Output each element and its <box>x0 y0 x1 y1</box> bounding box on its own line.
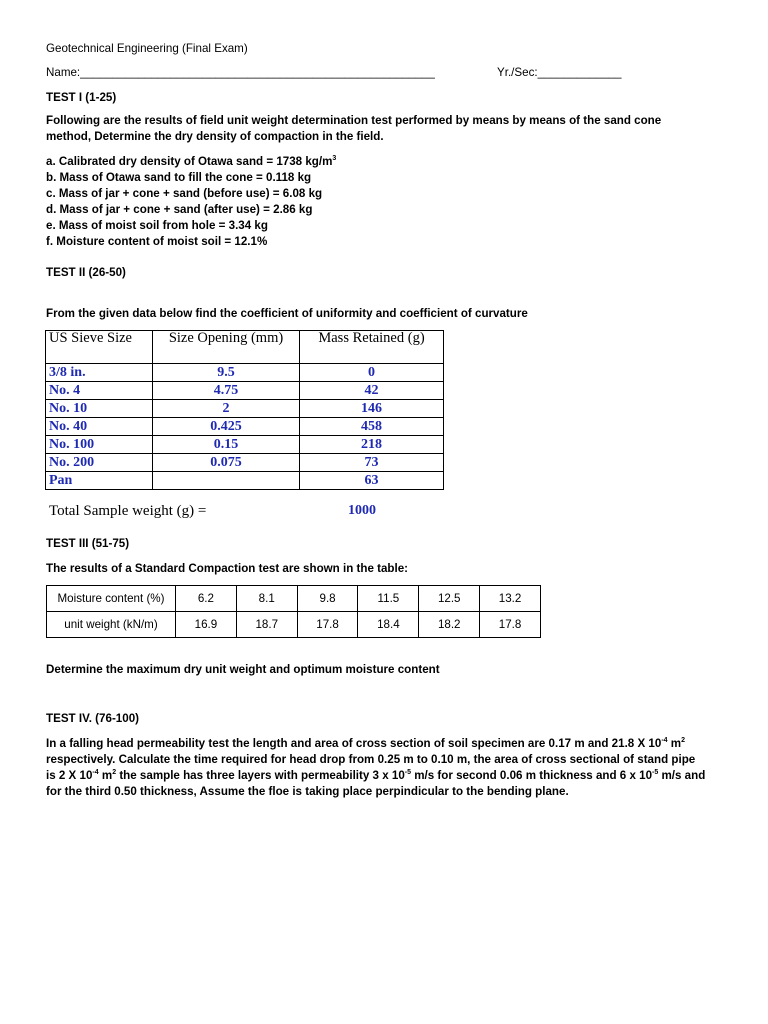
unit-weight-cell: 16.9 <box>176 612 237 638</box>
mass-cell: 0 <box>300 364 444 382</box>
sieve-cell: No. 40 <box>46 418 153 436</box>
mass-cell: 73 <box>300 454 444 472</box>
opening-cell <box>153 472 300 490</box>
compaction-table <box>46 585 541 638</box>
mass-cell: 458 <box>300 418 444 436</box>
sieve-cell: No. 100 <box>46 436 153 454</box>
mass-cell: 63 <box>300 472 444 490</box>
sieve-cell: No. 200 <box>46 454 153 472</box>
test4-heading: TEST IV. (76-100) <box>46 712 140 725</box>
test1-intro-line1: Following are the results of field unit weight determination test performed by means by means of the sand cone <box>46 114 662 127</box>
moisture-cell: 6.2 <box>176 586 237 612</box>
moisture-cell: 11.5 <box>358 586 419 612</box>
opening-cell: 0.425 <box>153 418 300 436</box>
mass-cell: 42 <box>300 382 444 400</box>
opening-cell: 2 <box>153 400 300 418</box>
table-row <box>47 586 541 612</box>
test4-line3: is 2 X $10^{-4}$ $m^2$ the sample has three layers with permeability 3 x $10^{-5}$ m/s for second 0.06 m thickness and 6 x $10^{-5}$ m/s and <box>46 769 706 782</box>
unit-weight-cell: 18.2 <box>419 612 480 638</box>
table-row <box>46 436 444 454</box>
opening-cell: 0.15 <box>153 436 300 454</box>
test3-intro: The results of a Standard Compaction test are shown in the table: <box>46 562 409 575</box>
table-row <box>46 400 444 418</box>
sieve-cell: No. 10 <box>46 400 153 418</box>
moisture-cell: 9.8 <box>297 586 358 612</box>
mass-cell: 218 <box>300 436 444 454</box>
test1-intro-line2: method, Determine the dry density of compaction in the field. <box>46 130 384 143</box>
unit-weight-cell: 18.4 <box>358 612 419 638</box>
mass-col-header: Mass Retained (g) <box>300 331 444 364</box>
yr-sec-field: Yr./Sec:_____________ <box>497 66 622 79</box>
unit-weight-cell: 18.7 <box>236 612 297 638</box>
moisture-row-label: Moisture content (%) <box>47 586 176 612</box>
table-row <box>46 364 444 382</box>
opening-cell: 4.75 <box>153 382 300 400</box>
sieve-table <box>45 330 444 490</box>
mass-cell: 146 <box>300 400 444 418</box>
table-row <box>46 382 444 400</box>
unit-weight-cell: 17.8 <box>480 612 541 638</box>
test1-heading: TEST I (1-25) <box>46 91 117 104</box>
test1-item-f: f. Moisture content of moist soil = 12.1% <box>46 235 268 248</box>
unit-weight-row-label: unit weight (kN/m) <box>47 612 176 638</box>
test2-heading: TEST II (26-50) <box>46 266 126 279</box>
total-sample-value: 1000 <box>348 503 376 518</box>
sieve-cell: Pan <box>46 472 153 490</box>
table-row <box>46 454 444 472</box>
opening-cell: 9.5 <box>153 364 300 382</box>
test1-item-b: b. Mass of Otawa sand to fill the cone = 0.118 kg <box>46 171 312 184</box>
test1-item-e: e. Mass of moist soil from hole = 3.34 kg <box>46 219 268 232</box>
table-row <box>46 472 444 490</box>
test4-line4: for the third 0.50 thickness, Assume the floe is taking place perpindicular to the bending plane. <box>46 785 569 798</box>
test3-heading: TEST III (51-75) <box>46 537 130 550</box>
name-field: Name:_______________________________________________________ <box>46 66 435 79</box>
sieve-col-header: US Sieve Size <box>46 331 153 364</box>
moisture-cell: 8.1 <box>236 586 297 612</box>
table-row <box>47 612 541 638</box>
opening-cell: 0.075 <box>153 454 300 472</box>
test2-intro: From the given data below find the coefficient of uniformity and coefficient of curvature <box>46 307 528 320</box>
opening-col-header: Size Opening (mm) <box>153 331 300 364</box>
test1-item-d: d. Mass of jar + cone + sand (after use) = 2.86 kg <box>46 203 313 216</box>
test1-item-a: a. Calibrated dry density of Otawa sand = 1738 $kg/m^3$ <box>46 155 337 168</box>
sieve-cell: No. 4 <box>46 382 153 400</box>
moisture-cell: 13.2 <box>480 586 541 612</box>
test3-question: Determine the maximum dry unit weight and optimum moisture content <box>46 663 440 676</box>
test4-line1: In a falling head permeability test the length and area of cross section of soil specimen are 0.17 m and 21.8 X $10^{-4}$ $m^2$ <box>46 737 685 750</box>
sieve-table-header <box>46 331 444 364</box>
total-sample-label: Total Sample weight (g) = <box>49 503 207 519</box>
moisture-cell: 12.5 <box>419 586 480 612</box>
unit-weight-cell: 17.8 <box>297 612 358 638</box>
sieve-cell: 3/8 in. <box>46 364 153 382</box>
test4-line2: respectively. Calculate the time required for head drop from 0.25 m to 0.10 m, the area of cross sectional of stand pipe <box>46 753 696 766</box>
exam-title: Geotechnical Engineering (Final Exam) <box>46 42 248 55</box>
table-row <box>46 418 444 436</box>
test1-item-c: c. Mass of jar + cone + sand (before use) = 6.08 kg <box>46 187 323 200</box>
